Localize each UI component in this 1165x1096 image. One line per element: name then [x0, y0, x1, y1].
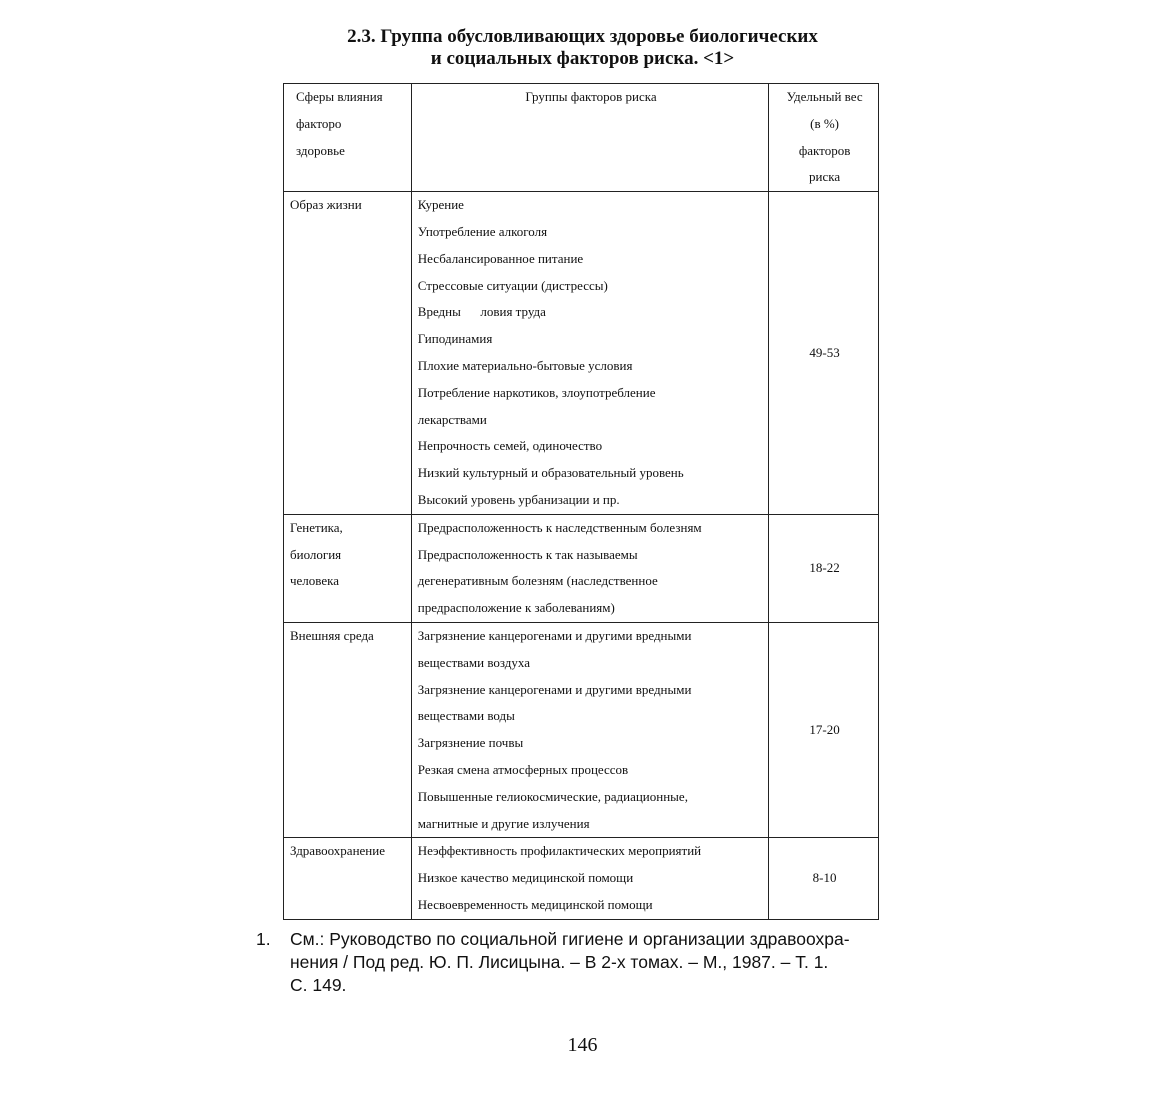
- sphere-line: Здравоохранение: [290, 843, 385, 859]
- factor-line: Непрочность семей, одиночество: [417, 438, 603, 454]
- table-row: [284, 192, 879, 515]
- share-cell: 49-53: [769, 192, 879, 515]
- factors-cell: [411, 514, 768, 622]
- footnote-number: 1.: [256, 929, 271, 949]
- factor-line: Употребление алкоголя: [417, 223, 548, 239]
- header-share-line: факторов: [798, 142, 851, 158]
- sphere-line: Внешняя среда: [290, 627, 374, 643]
- factor-line: Резкая смена атмосферных процессов: [417, 761, 629, 777]
- factor-line: Предрасположенность к наследственным болезням: [417, 519, 702, 535]
- footnote-text: [290, 928, 916, 997]
- factor-line: Загрязнение канцерогенами и другими вредными: [417, 681, 692, 697]
- header-share: [769, 84, 879, 192]
- header-share-line: риска: [809, 169, 841, 185]
- header-sphere-line: здоровье: [296, 142, 345, 158]
- factors-cell: [411, 192, 768, 515]
- factor-line: дегенеративным болезням (наследственное: [417, 573, 658, 589]
- factor-line: лекарствами: [417, 411, 487, 427]
- factor-line: Несвоевременность медицинской помощи: [417, 896, 653, 912]
- page-number: 146: [567, 1034, 598, 1056]
- factor-line: Неэффективность профилактических мероприятий: [417, 843, 702, 859]
- section-title: [0, 26, 1165, 70]
- factor-line: Стрессовые ситуации (дистрессы): [417, 277, 608, 293]
- sphere-line: Генетика,: [290, 519, 343, 535]
- table-header-row: [284, 84, 879, 192]
- table-row: [284, 838, 879, 919]
- factors-cell: [411, 838, 768, 919]
- factor-line: Загрязнение почвы: [417, 735, 524, 751]
- factor-line: Потребление наркотиков, злоупотребление: [417, 384, 656, 400]
- sphere-cell: [284, 514, 412, 622]
- factor-line: Курение: [417, 197, 464, 213]
- table-row: [284, 622, 879, 837]
- factor-line: веществами воды: [417, 708, 515, 724]
- header-sphere-line: Сферы влияния: [296, 89, 383, 104]
- factor-line: предрасположение к заболеваниям): [417, 600, 615, 616]
- factor-line: Плохие материально-бытовые условия: [417, 357, 633, 373]
- factor-line: Загрязнение канцерогенами и другими вредными: [417, 627, 692, 643]
- sphere-line: человека: [290, 573, 340, 589]
- sphere-cell: [284, 622, 412, 837]
- factor-line: Предрасположенность к так называемы: [417, 546, 638, 562]
- header-sphere: [284, 84, 412, 192]
- section-title-line-2: и социальных факторов риска. <1>: [430, 48, 735, 69]
- factor-line: Повышенные гелиокосмические, радиационные,: [417, 788, 688, 804]
- factor-line: веществами воздуха: [417, 654, 531, 670]
- table-row: [284, 514, 879, 622]
- share-cell: 17-20: [769, 622, 879, 837]
- footnote-line: С. 149.: [290, 975, 347, 995]
- share-cell: 18-22: [769, 514, 879, 622]
- factor-line: Несбалансированное питание: [417, 250, 584, 266]
- factor-line: Вредны ловия труда: [417, 304, 546, 320]
- footnote-line: нения / Под ред. Ю. П. Лисицына. – В 2-х томах. – М., 1987. – Т. 1.: [290, 952, 829, 972]
- section-title-line-1: 2.3. Группа обусловливающих здоровье биологических: [347, 26, 818, 47]
- share-cell: 8-10: [769, 838, 879, 919]
- sphere-cell: [284, 838, 412, 919]
- factor-line: Низкий культурный и образовательный уровень: [417, 465, 684, 481]
- risk-factors-table: [283, 83, 879, 920]
- header-share-line: Удельный вес: [786, 89, 863, 104]
- factor-line: Низкое качество медицинской помощи: [417, 870, 634, 886]
- factor-line: магнитные и другие излучения: [417, 815, 590, 831]
- header-groups: [411, 84, 768, 192]
- factor-line: Гиподинамия: [417, 331, 493, 347]
- factor-line: Высокий уровень урбанизации и пр.: [417, 491, 620, 507]
- header-groups-line: Группы факторов риска: [525, 89, 657, 104]
- header-sphere-line: факторо: [296, 115, 342, 131]
- sphere-line: биология: [290, 546, 342, 562]
- sphere-cell: [284, 192, 412, 515]
- sphere-line: Образ жизни: [290, 197, 362, 213]
- header-share-line: (в %): [810, 115, 840, 131]
- footnote-line: См.: Руководство по социальной гигиене и организации здравоохра-: [290, 929, 850, 949]
- factors-cell: [411, 622, 768, 837]
